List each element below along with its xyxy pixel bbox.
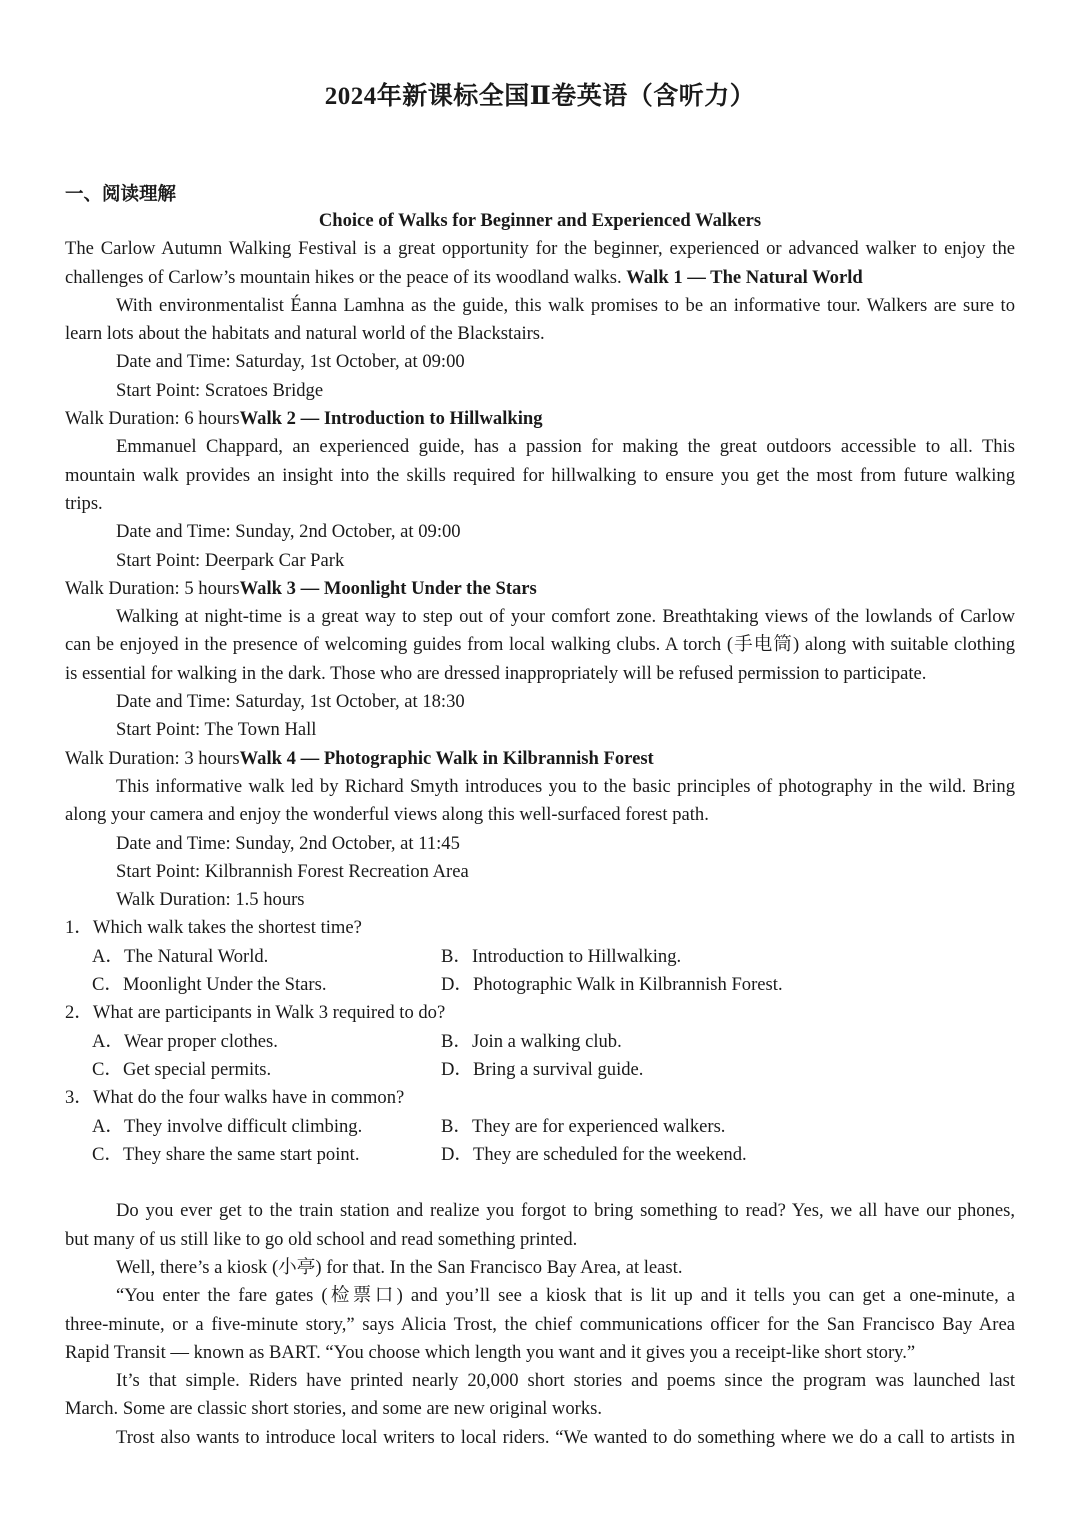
- option-b: B．Introduction to Hillwalking.: [441, 945, 682, 967]
- option-d: D．Bring a survival guide.: [441, 1058, 644, 1080]
- paragraph-line: learn lots about the habitats and natural world of the Blackstairs.: [65, 323, 545, 345]
- option-row: [65, 943, 1015, 971]
- option-row: [65, 1056, 1015, 1084]
- option-row: [65, 971, 1015, 999]
- walk1-date: Date and Time: Saturday, 1st October, at 09:00: [116, 351, 465, 373]
- paragraph-line: [65, 575, 1015, 603]
- walk2-start: Start Point: Deerpark Car Park: [116, 549, 345, 571]
- option-c: C．Get special permits.: [92, 1058, 272, 1080]
- walk1-title: Walk 1 — The Natural World: [626, 266, 863, 288]
- option-row: [65, 1028, 1015, 1056]
- paragraph-line: “You enter the fare gates (检票口) and you’ll see a kiosk that is lit up and it tells you can get a one-minute, a: [116, 1285, 1015, 1307]
- paragraph-line: trips.: [65, 492, 103, 514]
- option-c: C．Moonlight Under the Stars.: [92, 974, 327, 996]
- walk4-duration: Walk Duration: 1.5 hours: [116, 889, 305, 911]
- paragraph-line: but many of us still like to go old school and read something printed.: [65, 1228, 578, 1250]
- paragraph-line: [65, 745, 1015, 773]
- paragraph-line: Emmanuel Chappard, an experienced guide, has a passion for making the great outdoors accessible to all. This: [116, 436, 1015, 458]
- paragraph-line: can be enjoyed in the presence of welcoming guides from local walking clubs. A torch (手电筒) along with suitable clothing: [65, 634, 1015, 656]
- paragraph-line: With environmentalist Éanna Lamhna as the guide, this walk promises to be an informative tour. Walkers are sure to: [116, 294, 1015, 316]
- paragraph-line: is essential for walking in the dark. Those who are dressed inappropriately will be refused permission to participate.: [65, 662, 927, 684]
- option-d: D．They are scheduled for the weekend.: [441, 1143, 747, 1165]
- option-d: D．Photographic Walk in Kilbrannish Forest.: [441, 974, 783, 996]
- walk3-duration: Walk Duration: 3 hours: [65, 747, 240, 769]
- paragraph-line: Do you ever get to the train station and realize you forgot to bring something to read? Yes, we all have our phones,: [116, 1200, 1015, 1222]
- option-b: B．They are for experienced walkers.: [441, 1115, 726, 1137]
- paragraph-line: The Carlow Autumn Walking Festival is a great opportunity for the beginner, experienced or advanced walker to enjoy the: [65, 238, 1015, 260]
- question-stem: 1．Which walk takes the shortest time?: [65, 917, 362, 939]
- paragraph-line: It’s that simple. Riders have printed nearly 20,000 short stories and poems since the program was launched last: [116, 1370, 1015, 1392]
- walk1-start: Start Point: Scratoes Bridge: [116, 379, 324, 401]
- paragraph-line: [65, 405, 1015, 433]
- option-a: A．The Natural World.: [92, 945, 269, 967]
- passage-heading: Choice of Walks for Beginner and Experienced Walkers: [318, 210, 762, 231]
- option-row: [65, 1141, 1015, 1169]
- paragraph-line: [65, 264, 1015, 292]
- option-a: A．They involve difficult climbing.: [92, 1115, 363, 1137]
- section-heading: 一、阅读理解: [65, 185, 177, 205]
- paragraph-line: Rapid Transit — known as BART. “You choose which length you want and it gives you a receipt-like short story.”: [65, 1341, 916, 1363]
- paragraph-line: along your camera and enjoy the wonderful views along this well-surfaced forest path.: [65, 804, 709, 826]
- walk2-duration: Walk Duration: 5 hours: [65, 577, 240, 599]
- paragraph-line: March. Some are classic short stories, and some are new original works.: [65, 1398, 603, 1420]
- walk4-start: Start Point: Kilbrannish Forest Recreation Area: [116, 860, 469, 882]
- walk3-title: Walk 3 — Moonlight Under the Stars: [239, 577, 537, 599]
- paragraph-line: three-minute, or a five-minute story,” says Alicia Trost, the chief communications officer for the San Francisco Bay Area: [65, 1313, 1015, 1335]
- paragraph-line: This informative walk led by Richard Smyth introduces you to the basic principles of photography in the wild. Bring: [116, 775, 1015, 797]
- paragraph-line: Well, there’s a kiosk (小亭) for that. In the San Francisco Bay Area, at least.: [116, 1256, 683, 1278]
- option-row: [65, 1113, 1015, 1141]
- option-b: B．Join a walking club.: [441, 1030, 622, 1052]
- question-stem: 3．What do the four walks have in common?: [65, 1087, 405, 1109]
- paragraph-line: Walking at night-time is a great way to step out of your comfort zone. Breathtaking views of the lowlands of Carlow: [116, 606, 1015, 628]
- paragraph-text: challenges of Carlow’s mountain hikes or the peace of its woodland walks.: [65, 266, 627, 288]
- walk4-date: Date and Time: Sunday, 2nd October, at 11:45: [116, 832, 460, 854]
- page-title: 2024年新课标全国Ⅱ卷英语（含听力）: [324, 83, 756, 110]
- walk2-date: Date and Time: Sunday, 2nd October, at 09:00: [116, 521, 461, 543]
- question-stem: 2．What are participants in Walk 3 required to do?: [65, 1002, 446, 1024]
- walk2-title: Walk 2 — Introduction to Hillwalking: [239, 408, 543, 430]
- spacer: [65, 1169, 1015, 1197]
- document-body: [65, 207, 1015, 1452]
- walk1-duration: Walk Duration: 6 hours: [65, 408, 240, 430]
- option-c: C．They share the same start point.: [92, 1143, 360, 1165]
- paragraph-line: mountain walk provides an insight into the skills required for hillwalking to ensure you get the most from future walking: [65, 464, 1015, 486]
- walk4-title: Walk 4 — Photographic Walk in Kilbrannish Forest: [239, 747, 654, 769]
- option-a: A．Wear proper clothes.: [92, 1030, 278, 1052]
- walk3-date: Date and Time: Saturday, 1st October, at 18:30: [116, 691, 465, 713]
- paragraph-line: Trost also wants to introduce local writers to local riders. “We wanted to do something where we do a call to artists in: [116, 1426, 1015, 1448]
- walk3-start: Start Point: The Town Hall: [116, 719, 317, 741]
